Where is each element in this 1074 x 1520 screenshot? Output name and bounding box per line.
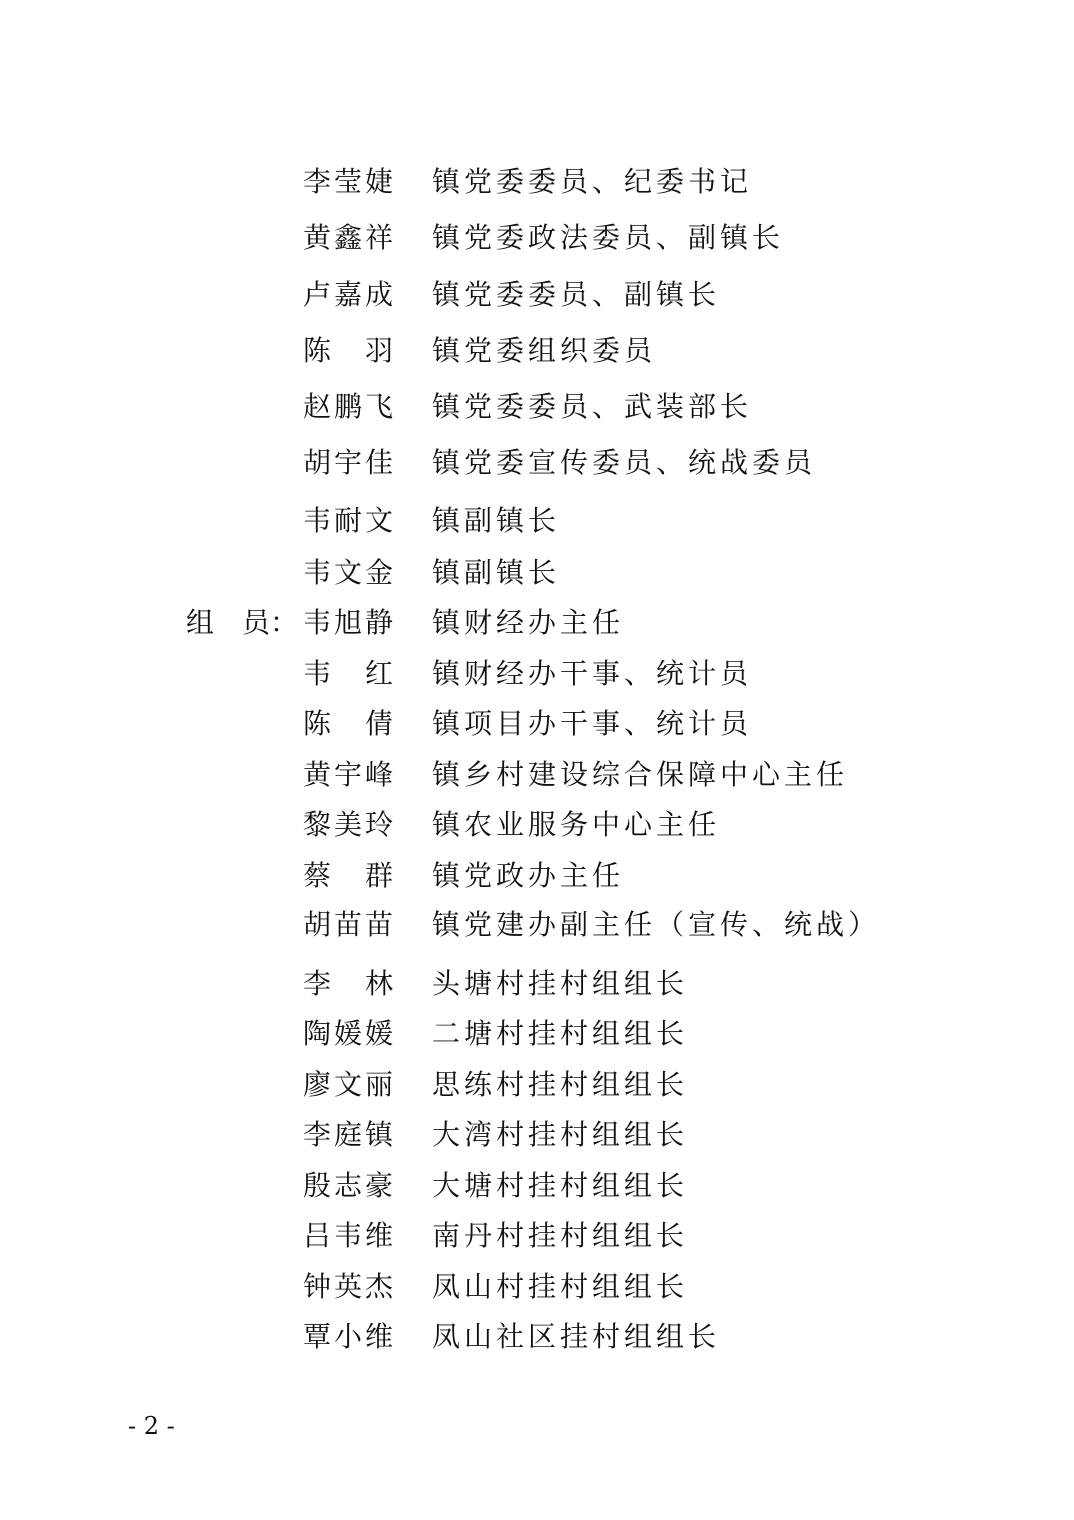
member-row <box>0 218 1074 258</box>
member-row <box>0 1014 1074 1054</box>
member-name: 韦旭静 <box>303 606 397 639</box>
member-row <box>0 1166 1074 1206</box>
member-role: 二塘村挂村组组长 <box>432 1017 689 1050</box>
member-role: 镇党建办副主任（宣传、统战） <box>432 908 881 941</box>
member-role: 镇党委委员、副镇长 <box>432 278 721 311</box>
member-row <box>0 905 1074 945</box>
member-row <box>0 654 1074 694</box>
member-name: 赵鹏飞 <box>303 390 397 423</box>
member-role: 镇党委委员、武装部长 <box>432 390 753 423</box>
member-role: 头塘村挂村组组长 <box>432 967 689 1000</box>
member-role: 大塘村挂村组组长 <box>432 1169 689 1202</box>
member-row <box>0 331 1074 371</box>
member-row <box>0 603 1074 643</box>
member-role: 镇党委宣传委员、统战委员 <box>432 446 817 479</box>
member-name: 李莹婕 <box>303 165 397 198</box>
member-name: 殷志豪 <box>303 1169 397 1202</box>
member-name: 陈 羽 <box>303 334 397 367</box>
member-row <box>0 805 1074 845</box>
member-name: 胡宇佳 <box>303 446 397 479</box>
member-row <box>0 1115 1074 1155</box>
member-role: 镇财经办干事、统计员 <box>432 657 753 690</box>
member-row <box>0 755 1074 795</box>
member-row <box>0 387 1074 427</box>
member-name: 韦 红 <box>303 657 397 690</box>
member-role: 镇财经办主任 <box>432 606 625 639</box>
member-name: 黄宇峰 <box>303 758 397 791</box>
member-row <box>0 1216 1074 1256</box>
member-role: 镇副镇长 <box>432 504 561 537</box>
member-name: 覃小维 <box>303 1320 397 1353</box>
member-row <box>0 1065 1074 1105</box>
member-role: 镇农业服务中心主任 <box>432 808 721 841</box>
member-role: 镇党委组织委员 <box>432 334 657 367</box>
member-row <box>0 856 1074 896</box>
member-row <box>0 443 1074 483</box>
member-row <box>0 964 1074 1004</box>
member-name: 李 林 <box>303 967 397 1000</box>
member-name: 卢嘉成 <box>303 278 397 311</box>
member-role: 镇项目办干事、统计员 <box>432 707 753 740</box>
member-role: 镇党政办主任 <box>432 859 625 892</box>
member-row <box>0 162 1074 202</box>
member-name: 李庭镇 <box>303 1118 397 1151</box>
member-name: 廖文丽 <box>303 1068 397 1101</box>
member-name: 蔡 群 <box>303 859 397 892</box>
member-role: 大湾村挂村组组长 <box>432 1118 689 1151</box>
member-role: 凤山社区挂村组组长 <box>432 1320 721 1353</box>
member-role: 凤山村挂村组组长 <box>432 1270 689 1303</box>
member-name: 韦文金 <box>303 556 397 589</box>
member-row <box>0 275 1074 315</box>
member-name: 韦耐文 <box>303 504 397 537</box>
page-number: - 2 - <box>128 1412 175 1440</box>
member-role: 镇乡村建设综合保障中心主任 <box>432 758 849 791</box>
member-name: 吕韦维 <box>303 1219 397 1252</box>
member-name: 钟英杰 <box>303 1270 397 1303</box>
member-name: 黄鑫祥 <box>303 221 397 254</box>
group-label: 组 员： <box>186 606 299 639</box>
member-name: 陶媛媛 <box>303 1017 397 1050</box>
member-row <box>0 1267 1074 1307</box>
member-row <box>0 1317 1074 1357</box>
member-row <box>0 501 1074 541</box>
member-role: 南丹村挂村组组长 <box>432 1219 689 1252</box>
member-role: 镇副镇长 <box>432 556 561 589</box>
member-row <box>0 553 1074 593</box>
member-role: 思练村挂村组组长 <box>432 1068 689 1101</box>
member-name: 黎美玲 <box>303 808 397 841</box>
member-name: 陈 倩 <box>303 707 397 740</box>
member-role: 镇党委委员、纪委书记 <box>432 165 753 198</box>
member-name: 胡苗苗 <box>303 908 397 941</box>
member-role: 镇党委政法委员、副镇长 <box>432 221 785 254</box>
member-row <box>0 704 1074 744</box>
